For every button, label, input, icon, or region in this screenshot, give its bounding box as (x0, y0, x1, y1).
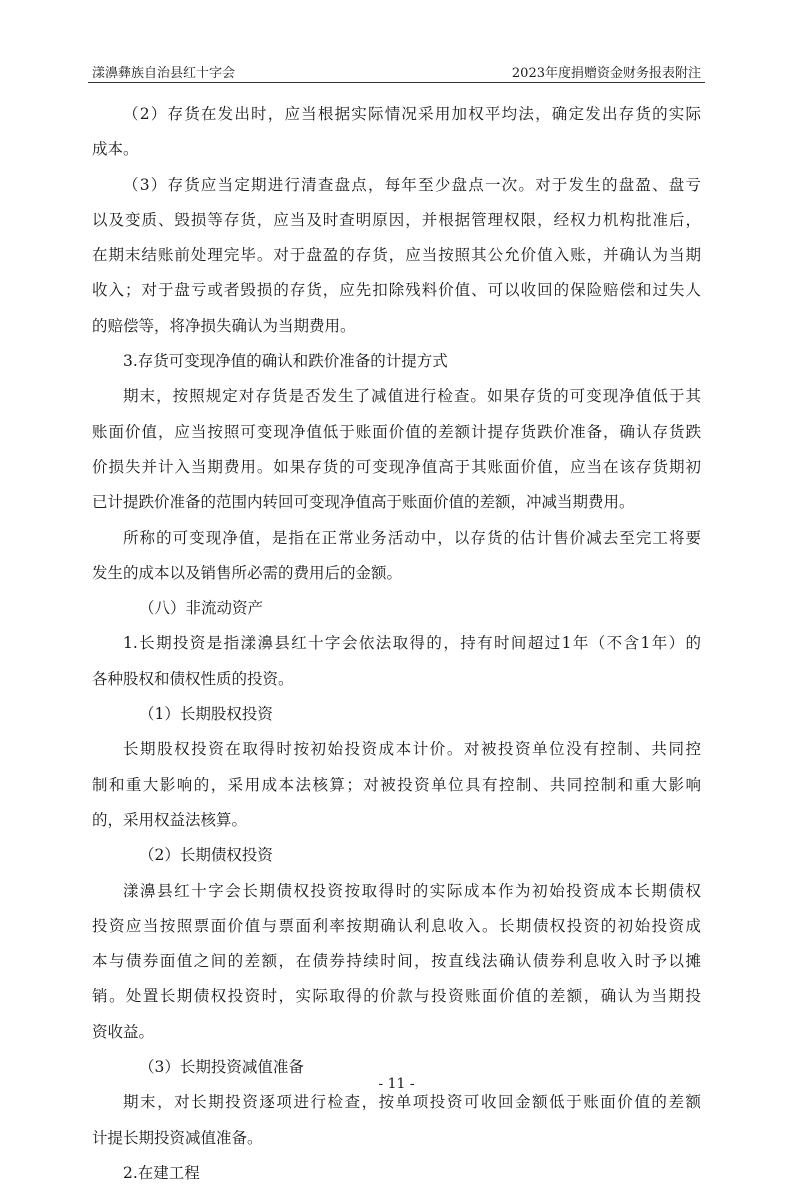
text-line: 本与债券面值之间的差额，在债券持续时间，按直线法确认债券利息收入时予以摊 (92, 952, 701, 971)
text-line: 资收益。 (92, 1022, 155, 1041)
text-line: （2）存货在发出时，应当根据实际情况采用加权平均法，确定发出存货的实际 (123, 105, 701, 123)
header-org-name: 漾濞彝族自治县红十字会 (92, 66, 236, 81)
text-line: 长期股权投资在取得时按初始投资成本计价。对被投资单位没有控制、共同控 (123, 740, 701, 759)
document-body (92, 97, 701, 1191)
text-line: （2）长期债权投资 (139, 846, 273, 865)
text-line: （1）长期股权投资 (139, 705, 273, 724)
text-line: 漾濞县红十字会长期债权投资按取得时的实际成本作为初始投资成本长期债权 (123, 881, 701, 900)
text-line: 1.长期投资是指漾濞县红十字会依法取得的，持有时间超过1年（不含1年）的 (123, 634, 701, 653)
text-line: 所称的可变现净值，是指在正常业务活动中，以存货的估计售价减去至完工将要 (123, 528, 701, 547)
text-line: 已计提跌价准备的范围内转回可变现净值高于账面价值的差额，冲减当期费用。 (92, 493, 635, 512)
text-line: 的赔偿等，将净损失确认为当期费用。 (92, 316, 356, 335)
text-line: 2.在建工程 (123, 1163, 200, 1182)
text-line: 价损失并计入当期费用。如果存货的可变现净值高于其账面价值，应当在该存货期初 (92, 457, 701, 476)
page-header (88, 60, 705, 83)
text-line: 销。处置长期债权投资时，实际取得的价款与投资账面价值的差额，确认为当期投 (92, 987, 701, 1006)
text-line: 投资应当按照票面价值与票面利率按期确认利息收入。长期债权投资的初始投资成 (92, 916, 701, 935)
text-line: （3）长期投资减值准备 (139, 1058, 304, 1077)
text-line: 以及变质、毁损等存货，应当及时查明原因，并根据管理权限，经权力机构批准后， (92, 210, 701, 229)
text-line: 3.存货可变现净值的确认和跌价准备的计提方式 (123, 352, 448, 371)
header-report-title: 2023年度捐赠资金财务报表附注 (511, 66, 701, 81)
text-line: （八）非流动资产 (139, 599, 264, 618)
text-line: 收入；对于盘亏或者毁损的存货，应先扣除残料价值、可以收回的保险赔偿和过失人 (92, 281, 701, 300)
text-line: 的，采用权益法核算。 (92, 810, 248, 829)
text-line: 计提长期投资减值准备。 (92, 1128, 263, 1147)
text-line: 发生的成本以及销售所必需的费用后的金额。 (92, 563, 403, 582)
text-line: 各种股权和债权性质的投资。 (92, 669, 294, 688)
text-line: 在期末结账前处理完毕。对于盘盈的存货，应当按照其公允价值入账，并确认为当期 (92, 246, 701, 265)
text-line: 账面价值，应当按照可变现净值低于账面价值的差额计提存货跌价准备，确认存货跌 (92, 422, 701, 441)
text-line: 成本。 (92, 140, 139, 159)
text-line: （3）存货应当定期进行清查盘点，每年至少盘点一次。对于发生的盘盈、盘亏 (123, 175, 701, 194)
text-line: 制和重大影响的，采用成本法核算；对被投资单位具有控制、共同控制和重大影响 (92, 775, 701, 794)
text-line: 期末，按照规定对存货是否发生了减值进行检查。如果存货的可变现净值低于其 (123, 387, 701, 406)
page-number: - 11 - (378, 1076, 415, 1092)
text-line: 期末，对长期投资逐项进行检查，按单项投资可收回金额低于账面价值的差额 (123, 1093, 701, 1112)
